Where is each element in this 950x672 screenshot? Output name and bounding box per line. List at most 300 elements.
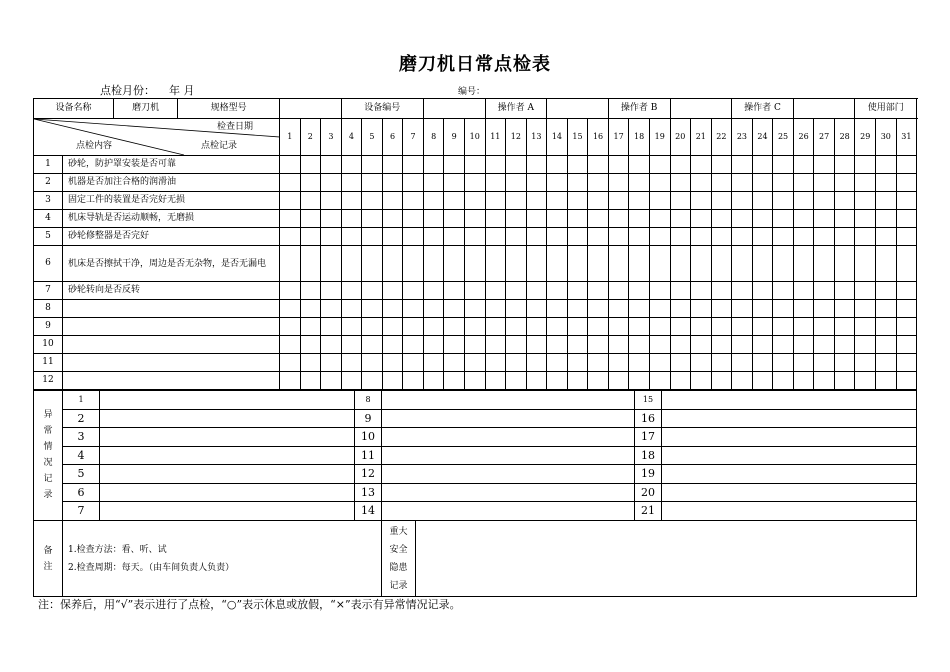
check-cell[interactable]: [423, 354, 444, 372]
check-cell[interactable]: [362, 192, 383, 210]
check-cell[interactable]: [506, 318, 527, 336]
check-cell[interactable]: [691, 318, 712, 336]
check-cell[interactable]: [464, 336, 485, 354]
check-cell[interactable]: [670, 228, 691, 246]
check-cell[interactable]: [382, 372, 403, 390]
check-cell[interactable]: [526, 372, 547, 390]
check-cell[interactable]: [444, 156, 465, 174]
check-cell[interactable]: [793, 246, 814, 282]
check-cell[interactable]: [526, 300, 547, 318]
check-cell[interactable]: [896, 354, 917, 372]
check-cell[interactable]: [362, 156, 383, 174]
check-cell[interactable]: [382, 282, 403, 300]
check-cell[interactable]: [896, 336, 917, 354]
check-cell[interactable]: [321, 228, 342, 246]
check-cell[interactable]: [403, 336, 424, 354]
check-cell[interactable]: [752, 300, 773, 318]
check-cell[interactable]: [793, 318, 814, 336]
abnormal-record-cell[interactable]: [382, 446, 635, 465]
check-cell[interactable]: [649, 246, 670, 282]
check-cell[interactable]: [691, 282, 712, 300]
check-cell[interactable]: [444, 318, 465, 336]
check-cell[interactable]: [403, 372, 424, 390]
check-cell[interactable]: [464, 192, 485, 210]
check-cell[interactable]: [423, 300, 444, 318]
check-cell[interactable]: [649, 300, 670, 318]
check-cell[interactable]: [280, 156, 301, 174]
check-cell[interactable]: [280, 354, 301, 372]
check-cell[interactable]: [752, 156, 773, 174]
check-cell[interactable]: [321, 354, 342, 372]
check-cell[interactable]: [506, 336, 527, 354]
check-cell[interactable]: [670, 354, 691, 372]
check-cell[interactable]: [876, 156, 897, 174]
check-cell[interactable]: [649, 228, 670, 246]
check-cell[interactable]: [485, 372, 506, 390]
check-cell[interactable]: [567, 228, 588, 246]
check-cell[interactable]: [362, 210, 383, 228]
check-cell[interactable]: [403, 210, 424, 228]
check-cell[interactable]: [649, 336, 670, 354]
check-cell[interactable]: [670, 210, 691, 228]
abnormal-record-cell[interactable]: [662, 465, 917, 484]
check-cell[interactable]: [814, 192, 835, 210]
check-cell[interactable]: [732, 354, 753, 372]
check-cell[interactable]: [876, 354, 897, 372]
check-cell[interactable]: [280, 282, 301, 300]
check-cell[interactable]: [649, 354, 670, 372]
check-cell[interactable]: [814, 354, 835, 372]
check-cell[interactable]: [341, 174, 362, 192]
check-cell[interactable]: [588, 246, 609, 282]
check-cell[interactable]: [814, 246, 835, 282]
check-cell[interactable]: [485, 246, 506, 282]
check-cell[interactable]: [732, 372, 753, 390]
check-cell[interactable]: [485, 300, 506, 318]
check-cell[interactable]: [321, 210, 342, 228]
check-cell[interactable]: [547, 174, 568, 192]
check-cell[interactable]: [423, 318, 444, 336]
check-cell[interactable]: [834, 300, 855, 318]
check-cell[interactable]: [711, 174, 732, 192]
check-cell[interactable]: [280, 372, 301, 390]
check-cell[interactable]: [547, 228, 568, 246]
check-cell[interactable]: [567, 174, 588, 192]
check-cell[interactable]: [876, 246, 897, 282]
check-cell[interactable]: [752, 228, 773, 246]
check-cell[interactable]: [608, 228, 629, 246]
check-cell[interactable]: [711, 282, 732, 300]
check-cell[interactable]: [876, 174, 897, 192]
check-cell[interactable]: [547, 192, 568, 210]
check-cell[interactable]: [547, 354, 568, 372]
check-cell[interactable]: [649, 282, 670, 300]
check-cell[interactable]: [752, 210, 773, 228]
check-cell[interactable]: [300, 246, 321, 282]
check-cell[interactable]: [649, 318, 670, 336]
check-cell[interactable]: [855, 372, 876, 390]
check-cell[interactable]: [773, 282, 794, 300]
check-cell[interactable]: [670, 372, 691, 390]
check-cell[interactable]: [362, 372, 383, 390]
check-cell[interactable]: [773, 300, 794, 318]
abnormal-record-cell[interactable]: [662, 502, 917, 521]
check-cell[interactable]: [855, 336, 876, 354]
check-cell[interactable]: [485, 282, 506, 300]
check-cell[interactable]: [896, 246, 917, 282]
check-cell[interactable]: [280, 336, 301, 354]
check-cell[interactable]: [280, 192, 301, 210]
check-cell[interactable]: [711, 192, 732, 210]
check-cell[interactable]: [711, 354, 732, 372]
check-cell[interactable]: [608, 192, 629, 210]
check-cell[interactable]: [876, 300, 897, 318]
check-cell[interactable]: [608, 372, 629, 390]
check-cell[interactable]: [464, 282, 485, 300]
check-cell[interactable]: [752, 282, 773, 300]
check-cell[interactable]: [403, 282, 424, 300]
check-cell[interactable]: [444, 174, 465, 192]
check-cell[interactable]: [588, 318, 609, 336]
check-cell[interactable]: [691, 210, 712, 228]
check-cell[interactable]: [773, 156, 794, 174]
check-cell[interactable]: [321, 174, 342, 192]
check-cell[interactable]: [588, 372, 609, 390]
check-cell[interactable]: [691, 354, 712, 372]
check-cell[interactable]: [526, 282, 547, 300]
check-cell[interactable]: [752, 336, 773, 354]
check-cell[interactable]: [403, 192, 424, 210]
abnormal-record-cell[interactable]: [382, 391, 635, 410]
check-cell[interactable]: [321, 336, 342, 354]
check-cell[interactable]: [711, 336, 732, 354]
check-cell[interactable]: [608, 246, 629, 282]
equip-no-cell[interactable]: [423, 99, 485, 119]
check-cell[interactable]: [423, 192, 444, 210]
check-cell[interactable]: [382, 354, 403, 372]
check-cell[interactable]: [588, 174, 609, 192]
check-cell[interactable]: [814, 282, 835, 300]
check-cell[interactable]: [793, 372, 814, 390]
check-cell[interactable]: [300, 372, 321, 390]
check-cell[interactable]: [670, 192, 691, 210]
check-cell[interactable]: [341, 300, 362, 318]
check-cell[interactable]: [444, 228, 465, 246]
check-cell[interactable]: [834, 282, 855, 300]
check-cell[interactable]: [793, 192, 814, 210]
check-cell[interactable]: [341, 354, 362, 372]
check-cell[interactable]: [896, 210, 917, 228]
check-cell[interactable]: [629, 228, 650, 246]
check-cell[interactable]: [670, 300, 691, 318]
check-cell[interactable]: [691, 300, 712, 318]
check-cell[interactable]: [629, 372, 650, 390]
check-cell[interactable]: [485, 318, 506, 336]
check-cell[interactable]: [793, 228, 814, 246]
check-cell[interactable]: [670, 156, 691, 174]
check-cell[interactable]: [814, 318, 835, 336]
check-cell[interactable]: [752, 318, 773, 336]
check-cell[interactable]: [464, 354, 485, 372]
check-cell[interactable]: [464, 372, 485, 390]
check-cell[interactable]: [341, 192, 362, 210]
check-cell[interactable]: [362, 300, 383, 318]
check-cell[interactable]: [588, 156, 609, 174]
check-cell[interactable]: [382, 336, 403, 354]
check-cell[interactable]: [855, 246, 876, 282]
abnormal-record-cell[interactable]: [100, 446, 355, 465]
check-cell[interactable]: [547, 372, 568, 390]
check-cell[interactable]: [547, 246, 568, 282]
check-cell[interactable]: [876, 210, 897, 228]
check-cell[interactable]: [649, 192, 670, 210]
check-cell[interactable]: [834, 372, 855, 390]
check-cell[interactable]: [403, 174, 424, 192]
check-cell[interactable]: [691, 336, 712, 354]
check-cell[interactable]: [670, 336, 691, 354]
abnormal-record-cell[interactable]: [662, 409, 917, 428]
check-cell[interactable]: [814, 300, 835, 318]
check-cell[interactable]: [526, 192, 547, 210]
check-cell[interactable]: [834, 228, 855, 246]
check-cell[interactable]: [732, 210, 753, 228]
check-cell[interactable]: [547, 282, 568, 300]
check-cell[interactable]: [629, 354, 650, 372]
operator-c-cell[interactable]: [793, 99, 855, 119]
check-cell[interactable]: [567, 210, 588, 228]
check-cell[interactable]: [752, 192, 773, 210]
check-cell[interactable]: [896, 156, 917, 174]
check-cell[interactable]: [608, 318, 629, 336]
check-cell[interactable]: [732, 300, 753, 318]
check-cell[interactable]: [855, 228, 876, 246]
check-cell[interactable]: [588, 282, 609, 300]
check-cell[interactable]: [423, 174, 444, 192]
check-cell[interactable]: [506, 210, 527, 228]
check-cell[interactable]: [608, 354, 629, 372]
check-cell[interactable]: [876, 372, 897, 390]
check-cell[interactable]: [300, 228, 321, 246]
check-cell[interactable]: [691, 156, 712, 174]
check-cell[interactable]: [793, 282, 814, 300]
check-cell[interactable]: [423, 156, 444, 174]
check-cell[interactable]: [423, 282, 444, 300]
abnormal-record-cell[interactable]: [382, 428, 635, 447]
check-cell[interactable]: [691, 192, 712, 210]
check-cell[interactable]: [485, 336, 506, 354]
check-cell[interactable]: [834, 354, 855, 372]
check-cell[interactable]: [588, 228, 609, 246]
check-cell[interactable]: [403, 246, 424, 282]
check-cell[interactable]: [773, 354, 794, 372]
check-cell[interactable]: [732, 282, 753, 300]
check-cell[interactable]: [629, 300, 650, 318]
check-cell[interactable]: [629, 336, 650, 354]
check-cell[interactable]: [691, 372, 712, 390]
check-cell[interactable]: [732, 318, 753, 336]
check-cell[interactable]: [855, 156, 876, 174]
abnormal-record-cell[interactable]: [662, 428, 917, 447]
abnormal-record-cell[interactable]: [100, 465, 355, 484]
check-cell[interactable]: [341, 228, 362, 246]
check-cell[interactable]: [773, 228, 794, 246]
check-cell[interactable]: [711, 156, 732, 174]
check-cell[interactable]: [526, 228, 547, 246]
check-cell[interactable]: [629, 210, 650, 228]
check-cell[interactable]: [485, 210, 506, 228]
check-cell[interactable]: [444, 282, 465, 300]
check-cell[interactable]: [588, 210, 609, 228]
check-cell[interactable]: [567, 156, 588, 174]
check-cell[interactable]: [670, 282, 691, 300]
check-cell[interactable]: [793, 300, 814, 318]
check-cell[interactable]: [691, 228, 712, 246]
check-cell[interactable]: [341, 318, 362, 336]
abnormal-record-cell[interactable]: [100, 391, 355, 410]
check-cell[interactable]: [834, 246, 855, 282]
check-cell[interactable]: [608, 210, 629, 228]
check-cell[interactable]: [362, 174, 383, 192]
check-cell[interactable]: [362, 336, 383, 354]
check-cell[interactable]: [691, 174, 712, 192]
check-cell[interactable]: [793, 354, 814, 372]
check-cell[interactable]: [485, 354, 506, 372]
check-cell[interactable]: [670, 246, 691, 282]
check-cell[interactable]: [321, 300, 342, 318]
check-cell[interactable]: [773, 210, 794, 228]
check-cell[interactable]: [629, 156, 650, 174]
check-cell[interactable]: [732, 228, 753, 246]
check-cell[interactable]: [321, 318, 342, 336]
check-cell[interactable]: [547, 336, 568, 354]
check-cell[interactable]: [485, 228, 506, 246]
check-cell[interactable]: [464, 228, 485, 246]
check-cell[interactable]: [896, 228, 917, 246]
check-cell[interactable]: [855, 192, 876, 210]
check-cell[interactable]: [280, 300, 301, 318]
check-cell[interactable]: [547, 210, 568, 228]
check-cell[interactable]: [382, 174, 403, 192]
check-cell[interactable]: [382, 246, 403, 282]
check-cell[interactable]: [300, 318, 321, 336]
check-cell[interactable]: [649, 210, 670, 228]
check-cell[interactable]: [793, 336, 814, 354]
check-cell[interactable]: [506, 156, 527, 174]
check-cell[interactable]: [896, 318, 917, 336]
check-cell[interactable]: [444, 300, 465, 318]
check-cell[interactable]: [464, 156, 485, 174]
check-cell[interactable]: [711, 228, 732, 246]
check-cell[interactable]: [506, 282, 527, 300]
check-cell[interactable]: [321, 246, 342, 282]
check-cell[interactable]: [300, 336, 321, 354]
check-cell[interactable]: [506, 174, 527, 192]
check-cell[interactable]: [567, 282, 588, 300]
check-cell[interactable]: [814, 336, 835, 354]
check-cell[interactable]: [526, 318, 547, 336]
check-cell[interactable]: [300, 192, 321, 210]
check-cell[interactable]: [444, 372, 465, 390]
check-cell[interactable]: [711, 210, 732, 228]
check-cell[interactable]: [341, 210, 362, 228]
check-cell[interactable]: [896, 372, 917, 390]
check-cell[interactable]: [814, 372, 835, 390]
abnormal-record-cell[interactable]: [382, 409, 635, 428]
abnormal-record-cell[interactable]: [100, 428, 355, 447]
check-cell[interactable]: [793, 174, 814, 192]
check-cell[interactable]: [506, 228, 527, 246]
check-cell[interactable]: [423, 228, 444, 246]
check-cell[interactable]: [280, 246, 301, 282]
check-cell[interactable]: [567, 336, 588, 354]
check-cell[interactable]: [464, 174, 485, 192]
check-cell[interactable]: [403, 318, 424, 336]
check-cell[interactable]: [547, 156, 568, 174]
check-cell[interactable]: [876, 282, 897, 300]
check-cell[interactable]: [855, 174, 876, 192]
check-cell[interactable]: [464, 210, 485, 228]
check-cell[interactable]: [876, 318, 897, 336]
check-cell[interactable]: [732, 192, 753, 210]
check-cell[interactable]: [732, 174, 753, 192]
check-cell[interactable]: [464, 318, 485, 336]
check-cell[interactable]: [444, 210, 465, 228]
check-cell[interactable]: [341, 282, 362, 300]
check-cell[interactable]: [855, 210, 876, 228]
check-cell[interactable]: [773, 336, 794, 354]
check-cell[interactable]: [300, 210, 321, 228]
check-cell[interactable]: [588, 354, 609, 372]
operator-a-cell[interactable]: [547, 99, 609, 119]
check-cell[interactable]: [403, 354, 424, 372]
check-cell[interactable]: [506, 300, 527, 318]
check-cell[interactable]: [773, 372, 794, 390]
check-cell[interactable]: [300, 174, 321, 192]
check-cell[interactable]: [649, 156, 670, 174]
check-cell[interactable]: [670, 174, 691, 192]
check-cell[interactable]: [711, 300, 732, 318]
check-cell[interactable]: [341, 246, 362, 282]
abnormal-record-cell[interactable]: [662, 446, 917, 465]
abnormal-record-cell[interactable]: [100, 483, 355, 502]
check-cell[interactable]: [464, 300, 485, 318]
check-cell[interactable]: [362, 228, 383, 246]
check-cell[interactable]: [382, 300, 403, 318]
check-cell[interactable]: [711, 372, 732, 390]
check-cell[interactable]: [506, 246, 527, 282]
check-cell[interactable]: [896, 300, 917, 318]
check-cell[interactable]: [321, 192, 342, 210]
check-cell[interactable]: [732, 156, 753, 174]
check-cell[interactable]: [691, 246, 712, 282]
check-cell[interactable]: [773, 246, 794, 282]
check-cell[interactable]: [567, 354, 588, 372]
check-cell[interactable]: [444, 336, 465, 354]
operator-b-cell[interactable]: [670, 99, 732, 119]
hazard-record-cell[interactable]: [416, 521, 917, 597]
check-cell[interactable]: [506, 192, 527, 210]
check-cell[interactable]: [300, 282, 321, 300]
check-cell[interactable]: [752, 354, 773, 372]
abnormal-record-cell[interactable]: [382, 483, 635, 502]
check-cell[interactable]: [382, 210, 403, 228]
check-cell[interactable]: [526, 156, 547, 174]
check-cell[interactable]: [711, 318, 732, 336]
check-cell[interactable]: [834, 318, 855, 336]
check-cell[interactable]: [362, 246, 383, 282]
abnormal-record-cell[interactable]: [100, 409, 355, 428]
check-cell[interactable]: [752, 174, 773, 192]
